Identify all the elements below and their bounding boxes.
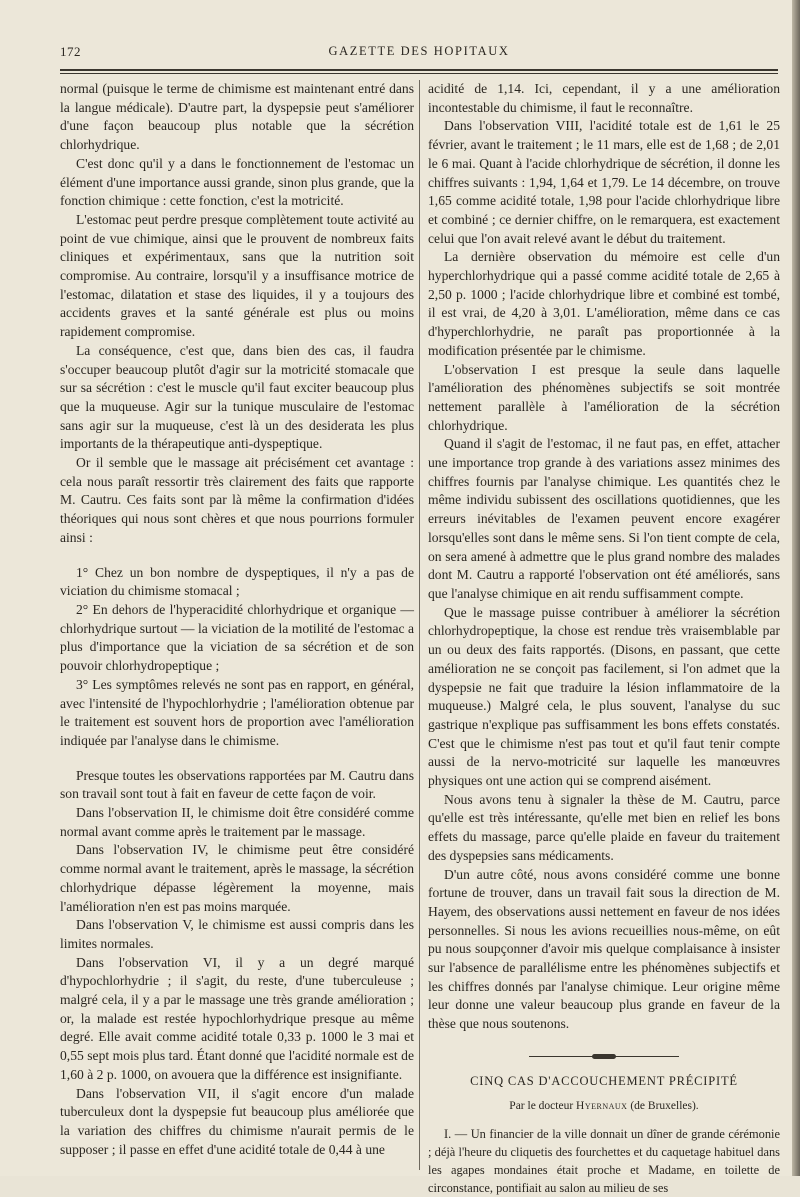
- paragraph: Dans l'observation IV, le chimisme peut être considéré comme normal avant le traitement, après le massage, la sécrétion chlorhydrique dépasse légèrement la moyenne, mais l'amélioration n'en est pas moins marquée.: [60, 842, 414, 914]
- paragraph: normal (puisque le terme de chimisme est maintenant entré dans la langue médicale). D'autre part, la dyspepsie peut s'améliorer d'une façon beaucoup plus notable que la sécrétion chlorhydrique.: [60, 81, 414, 153]
- right-column: [428, 80, 780, 1197]
- paragraph: Presque toutes les observations rapportées par M. Cautru dans son travail sont tout à fait en faveur de cette façon de voir.: [60, 767, 414, 802]
- paragraph: Dans l'observation VII, il s'agit encore d'un malade tuberculeux dont la dyspepsie fut beaucoup plus améliorée que la variation des chiffres du chimisme n'aurait permis de le supposer ; il passe en effet d'une acidité totale de 0,44 à une: [60, 1085, 414, 1157]
- paragraph: Dans l'observation VIII, l'acidité totale est de 1,61 le 25 février, avant le traitement ; le 11 mars, elle est de 1,68 ; de 2,01 le 6 mai. Quant à l'acide chlorhydrique de sécrétion, il donne les chiffres suivants : 1,94, 1,64 et 1,79. Le 14 décembre, on trouve 1,65 comme acidité totale, 1,98 pour l'acide chlorhydrique libre et combiné ; ce dernier chiffre, on le remarquera, est exactement celui que l'on avait relevé avant le début du traitement.: [428, 118, 780, 246]
- paragraph: C'est donc qu'il y a dans le fonctionnement de l'estomac un élément d'une importance aussi grande, sinon plus grande, que la fonction chimique : cette fonction, c'est la motricité.: [60, 155, 414, 209]
- numbered-point: 2° En dehors de l'hyperacidité chlorhydrique et organique — chlorhydrique surtout — la viciation de la motilité de l'estomac a plus d'importance que la viciation de sa sécrétion et de son pouvoir chlorhydropeptique ;: [60, 601, 414, 674]
- journal-title: GAZETTE DES HOPITAUX: [328, 44, 510, 58]
- paragraph: Quand il s'agit de l'estomac, il ne faut pas, en effet, attacher une importance trop grande à des variations assez minimes des chiffres fournis par l'analyse chimique. Les quantités chez le même individu subissent des oscillations quotidiennes, que les erreurs inévitables de l'examen peuvent encore exagérer lorsqu'elles sont dans le même sens. Si l'on tient compte de cela, on sera amené à admettre que le plus grand nombre des malades dont M. Cautru a rapporté l'observation ont été améliorés, sans que l'analyse chimique en ait rendu suffisamment compte.: [428, 436, 780, 601]
- paragraph: acidité de 1,14. Ici, cependant, il y a une amélioration incontestable du chimisme, il faut le reconnaître.: [428, 81, 780, 115]
- paragraph: L'observation I est presque la seule dans laquelle l'amélioration des phénomènes subjectifs se soit montrée nettement parallèle à l'amélioration de la sécrétion chlorhydrique.: [428, 361, 780, 433]
- paragraph: Dans l'observation II, le chimisme doit être considéré comme normal avant comme après le traitement par le massage.: [60, 805, 414, 839]
- ornament-separator: [529, 1054, 679, 1060]
- page-header: [60, 44, 778, 64]
- article-first-paragraph: I. — Un financier de la ville donnait un dîner de grande cérémonie ; déjà l'heure du cliquetis des fourchettes et du caquetage habituel dans les agapes mondaines était proche et Madame, en toilette de circonstance, pontifiait au salon au milieu de ses: [428, 1127, 780, 1196]
- author-name: Hyernaux: [576, 1099, 628, 1112]
- byline-suffix: (de Bruxelles).: [630, 1099, 699, 1112]
- paragraph: Nous avons tenu à signaler la thèse de M. Cautru, parce qu'elle est très intéressante, qu'elle met bien en relief les bons effets du massage, parce qu'elle plaide en faveur du traitement des dyspepsies sans médicaments.: [428, 791, 780, 863]
- paragraph: La conséquence, c'est que, dans bien des cas, il faudra s'occuper beaucoup plutôt d'agir sur la motricité stomacale que sur sa sécrétion : c'est le muscle qu'il faut exciter beaucoup plus que la muqueuse. Agir sur la tunique musculaire de l'estomac sans agir sur la muqueuse, c'est là un des desiderata les plus importants de la thérapeutique anti-dyspeptique.: [60, 342, 414, 452]
- paragraph: La dernière observation du mémoire est celle d'un hyperchlorhydrique qui a passé comme acidité totale de 2,65 à 2,50 p. 1000 ; l'acide chlorhydrique libre et combiné est tombé, il est vrai, de 4,20 à 3,01. L'amélioration, même dans ce cas d'hyperchlorhydrie, ne paraît pas proportionnée à la modification présentée par le chimisme.: [428, 249, 780, 358]
- left-column: [60, 80, 414, 1159]
- paragraph: Dans l'observation V, le chimisme est aussi compris dans les limites normales.: [60, 917, 414, 951]
- article-byline: [428, 1097, 780, 1116]
- numbered-point: 3° Les symptômes relevés ne sont pas en rapport, en général, avec l'intensité de l'hypochlorhydrie ; l'amélioration obtenue par le traitement est souvent hors de proportion avec l'amélioration indiquée par l'analyse dans le chimisme.: [60, 676, 414, 748]
- paragraph: D'un autre côté, nous avons considéré comme une bonne fortune de trouver, dans un travail fait sous la direction de M. Hayem, des observations aussi nettement en faveur de nos idées personnelles. Si nous les avions recueillies nous-même, on eût pu nous soupçonner d'avoir mis quelque complaisance à insister sur l'absence de parallélisme entre les phénomènes subjectifs et les chiffres donnés par l'analyse chimique. Leur origine même leur donne une valeur beaucoup plus grande en faveur de la thèse que nous soutenons.: [428, 866, 780, 1032]
- header-rule-thick: [60, 69, 778, 71]
- article-title: CINQ CAS D'ACCOUCHEMENT PRÉCIPITÉ: [470, 1073, 738, 1088]
- paragraph: Or il semble que le massage ait précisément cet avantage : cela nous paraît ressortir très clairement des faits que rapporte M. Cautru. Ces faits sont par là même la confirmation d'idées théoriques qui nous sont chères et que nous pourrions formuler ainsi :: [60, 455, 414, 545]
- byline-prefix: Par le docteur: [509, 1099, 574, 1112]
- column-divider: [419, 80, 420, 1170]
- header-rule-thin: [60, 73, 778, 74]
- page-number: 172: [60, 44, 81, 59]
- paragraph: L'estomac peut perdre presque complètement toute activité au point de vue chimique, ainsi que le prouvent de nombreux faits cliniques et expérimentaux, sans que la nutrition soit compromise. Au contraire, lorsqu'il y a insuffisance motrice de l'estomac, dilatation et stase des liquides, il y a toujours des accidents graves et la santé générale est plus ou moins rapidement compromise.: [60, 211, 414, 340]
- page-edge-shadow: [792, 0, 800, 1176]
- paragraph: Que le massage puisse contribuer à améliorer la sécrétion chlorhydropeptique, la chose est rendue très vraisemblable par un ou deux des faits rapportés. (Disons, en passant, que cette amélioration ne se conçoit pas facilement, si l'on admet que la dyspepsie ne fait que traduire la lésion inflammatoire de la muqueuse.) Malgré cela, le plus souvent, l'analyse du suc gastrique n'explique pas suffisamment les bons effets constatés. C'est que le chimisme n'est pas tout et qu'il faut tenir compte aussi de la nervo-motricité sur laquelle les manœuvres physiques ont une action qui se comprend aisément.: [428, 604, 780, 789]
- paragraph: Dans l'observation VI, il y a un degré marqué d'hypochlorhydrie ; il s'agit, du reste, d'une tuberculeuse ; malgré cela, il y a par le massage une très grande amélioration ; or, la malade est restée hypochlorhydrique presque au même degré. Elle avait comme acidité totale 0,33 p. 1000 le 3 mai et 0,55 sept mois plus tard. Étant donné que l'acidité normale est de 1,60 à 2 p. 1000, on avouera que la différence est insignifiante.: [60, 954, 414, 1082]
- numbered-point: 1° Chez un bon nombre de dyspeptiques, il n'y a pas de viciation du chimisme stomacal ;: [60, 564, 414, 599]
